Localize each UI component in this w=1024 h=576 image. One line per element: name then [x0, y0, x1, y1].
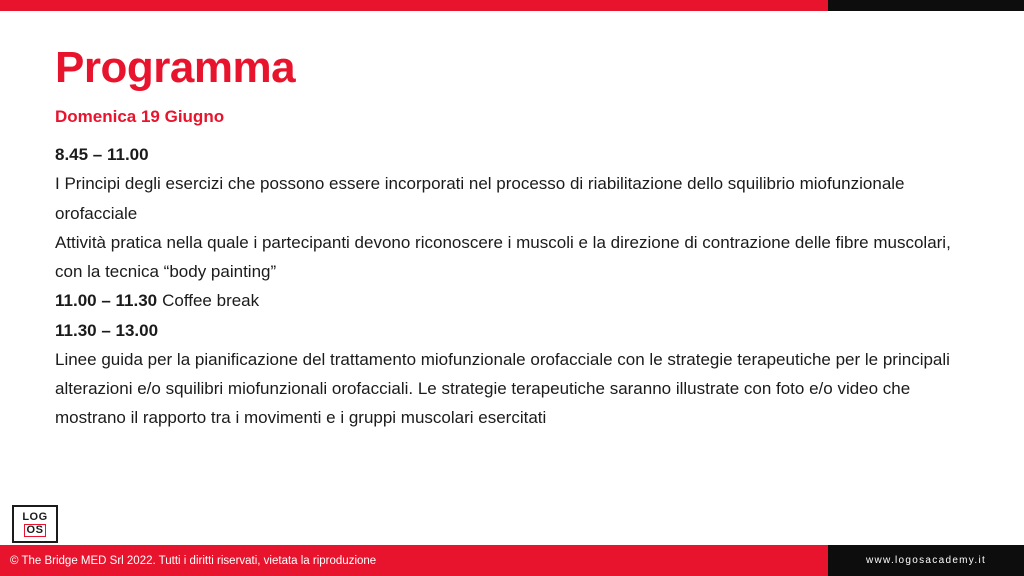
session-description: I Principi degli esercizi che possono essere incorporati nel processo di riabilitazione dello squilibrio miofunzionale orofacciale [55, 174, 905, 223]
top-bar-red-segment [0, 0, 828, 11]
time-label: 11.30 – 13.00 [55, 320, 159, 340]
session-description: Attività pratica nella quale i partecipanti devono riconoscere i muscoli e la direzione di contrazione delle fibre muscolari, con la tecnica “body painting” [55, 232, 951, 282]
logos-logo [12, 505, 58, 543]
session-description: Coffee break [162, 291, 260, 311]
footer-website: www.logosacademy.it [828, 545, 1024, 576]
logo-line-2: OS [24, 524, 47, 537]
page-title: Programma [55, 43, 296, 92]
top-bar-black-segment [828, 0, 1024, 11]
time-label: 11.00 – 11.30 [55, 291, 158, 311]
time-label: 8.45 – 11.00 [55, 145, 149, 165]
day-heading: Domenica 19 Giugno [55, 107, 225, 127]
top-accent-bar [0, 0, 1024, 11]
schedule-block [55, 140, 969, 286]
schedule-block [55, 316, 969, 433]
footer-copyright: © The Bridge MED Srl 2022. Tutti i diritti riservati, vietata la riproduzione [0, 545, 828, 576]
logo-line-1: LOG [22, 510, 48, 523]
slide-content [0, 11, 1024, 545]
footer [0, 545, 1024, 576]
schedule-block [55, 286, 969, 315]
session-description: Linee guida per la pianificazione del trattamento miofunzionale orofacciale con le strategie terapeutiche per le principali alterazioni e/o squilibri miofunzionali orofacciali. Le strategie terapeutiche saranno illustrate con foto e/o video che mostrano il rapporto tra i movimenti e i gruppi muscolari esercitati [55, 349, 950, 428]
